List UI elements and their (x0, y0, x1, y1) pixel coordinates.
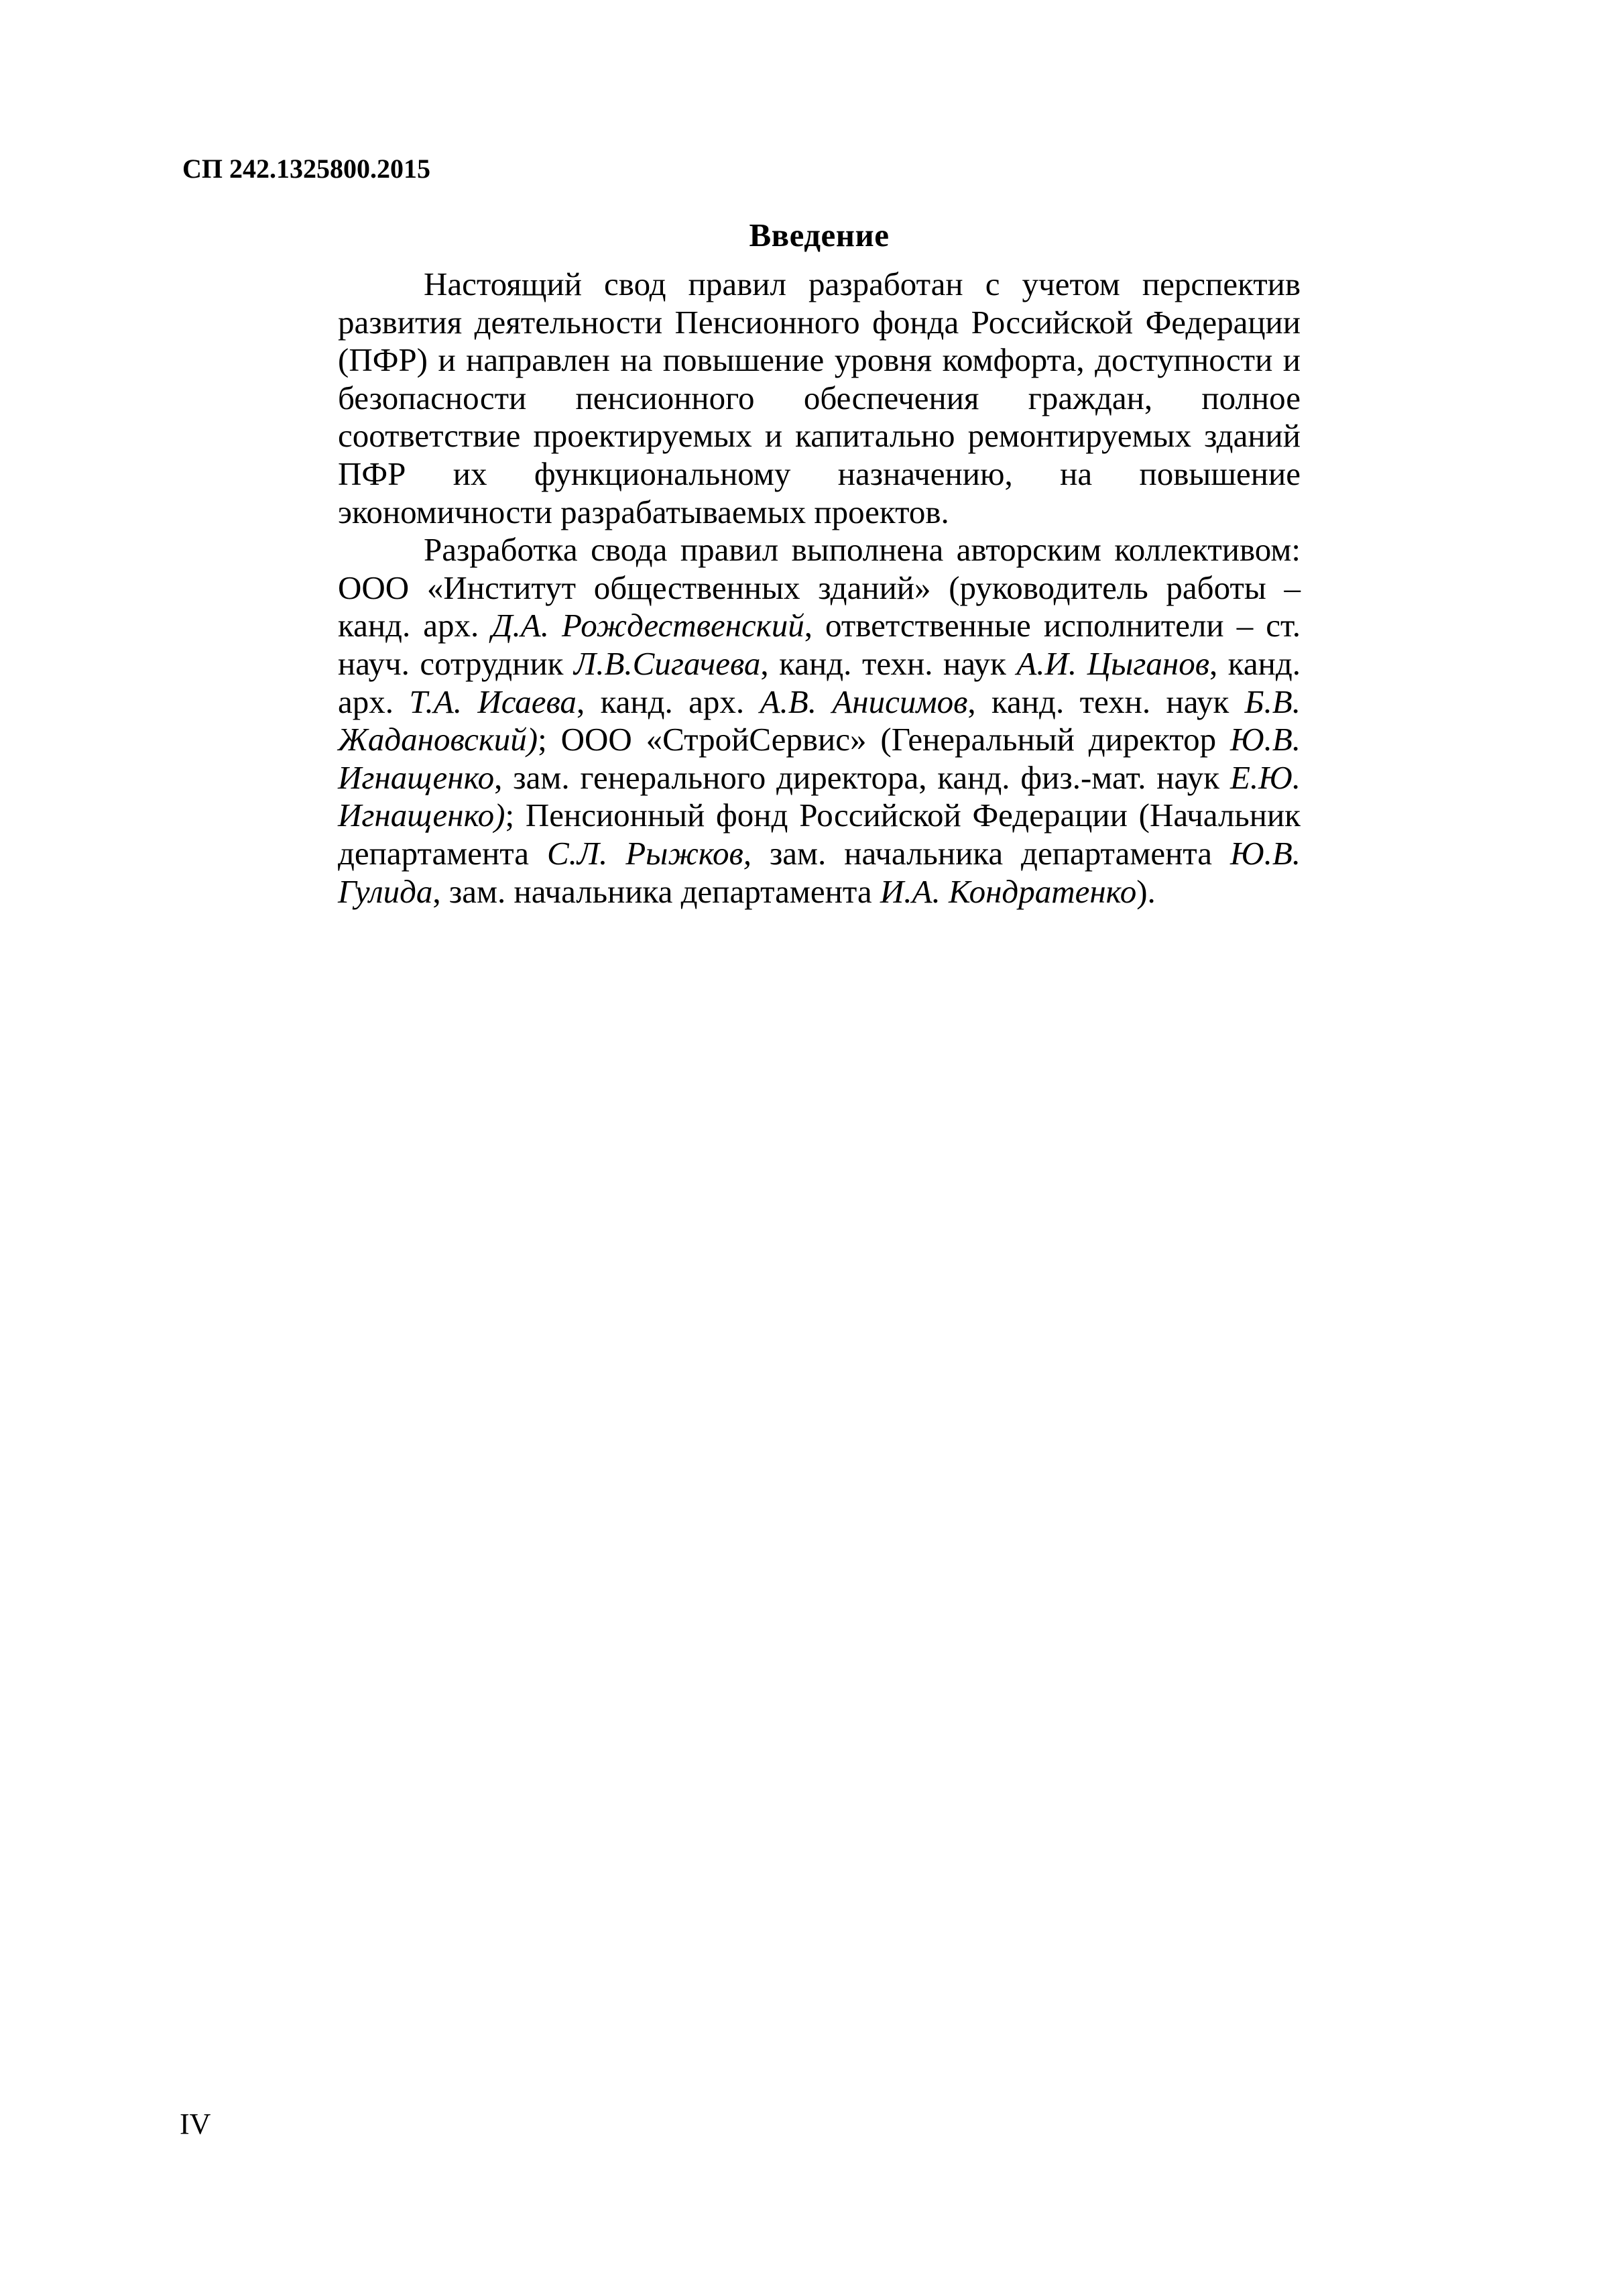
text-segment: , зам. начальника департамента (432, 872, 880, 910)
author-name: Т.А. Исаева (409, 683, 577, 720)
author-name: Л.В.Сигачева (574, 644, 761, 682)
author-name: И.А. Кондратенко (880, 872, 1137, 910)
text-segment: ; Пенсионный фонд Российской Федерации (Начальник департамента (338, 797, 1301, 872)
text-segment: Разработка свода правил выполнена авторским коллективом: ООО «Институт общественных зданий» (руководитель работы – канд. арх. (338, 531, 1301, 644)
page-number: IV (180, 2108, 211, 2140)
text-segment: , зам. генерального директора, канд. физ.-мат. наук (494, 758, 1230, 796)
author-name: Ю.В. Игнащенко (338, 721, 1301, 796)
author-name: Е.Ю. Игнащенко) (338, 758, 1301, 834)
text-segment: ). (1136, 872, 1156, 910)
text-segment: , канд. арх. (338, 644, 1301, 720)
introduction-body (338, 266, 1301, 911)
text-segment: , ответственные исполнители – ст. науч. сотрудник (338, 607, 1301, 682)
author-name: А.В. Анисимов (760, 683, 968, 720)
author-name: Ю.В. Гулида (338, 834, 1301, 910)
paragraph-authors (338, 531, 1301, 911)
section-title: Введение (749, 217, 890, 253)
author-name: А.И. Цыганов (1016, 644, 1209, 682)
text-segment: , канд. арх. (576, 683, 760, 720)
document-code: СП 242.1325800.2015 (182, 154, 430, 184)
author-name: Б.В. Жадановский) (338, 683, 1301, 758)
author-name: Д.А. Рождественский (491, 607, 804, 644)
paragraph-purpose: Настоящий свод правил разработан с учетом перспектив развития деятельности Пенсионного фонда Российской Федерации (ПФР) и направлен на повышение уровня комфорта, доступности и безопасности пенсионного обеспечения граждан, полное соответствие проектируемых и капитально ремонтируемых зданий ПФР их функциональному назначению, на повышение экономичности разрабатываемых проектов. (338, 266, 1301, 530)
text-segment: ; ООО «СтройСервис» (Генеральный директор (538, 721, 1230, 758)
text-segment: зам. начальника департамента (752, 834, 1230, 872)
text-segment: , канд. техн. наук (967, 683, 1245, 720)
author-name: С.Л. Рыжков, (546, 834, 752, 872)
text-segment: , канд. техн. наук (760, 644, 1017, 682)
